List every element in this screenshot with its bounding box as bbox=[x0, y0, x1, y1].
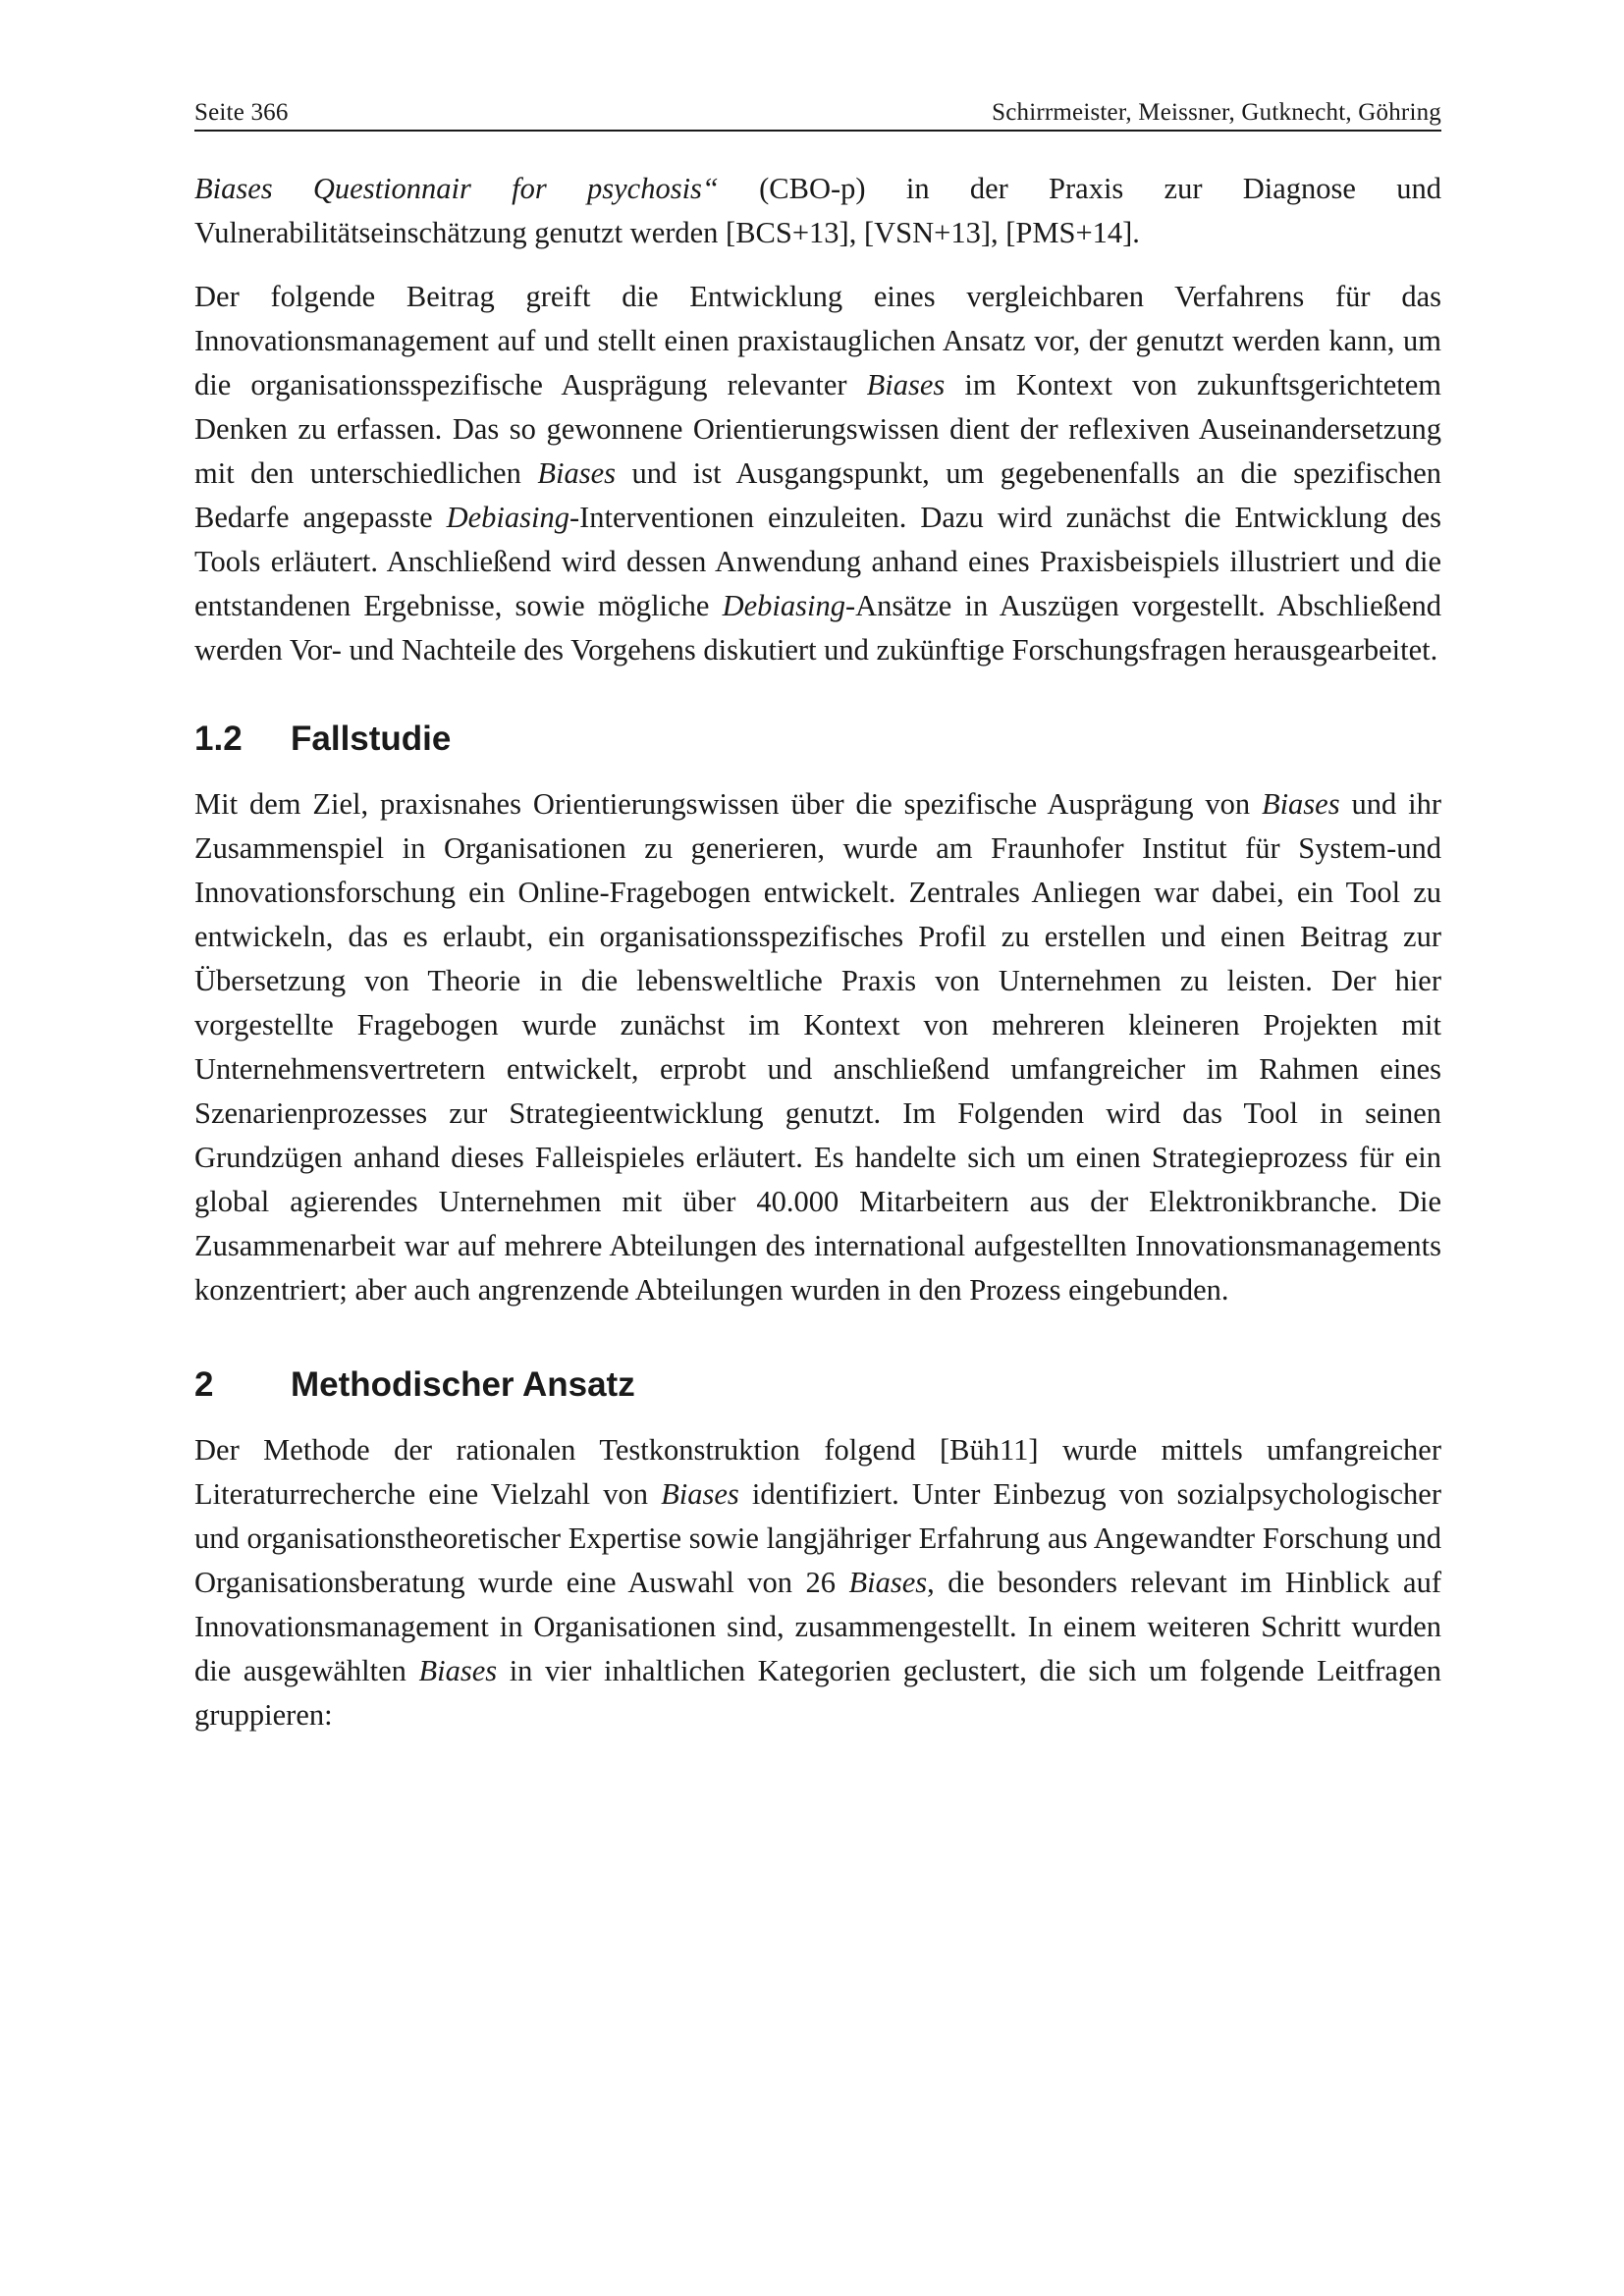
paragraph-method bbox=[194, 1428, 1441, 1737]
paragraph-case-study bbox=[194, 782, 1441, 1312]
section-title: Fallstudie bbox=[291, 720, 452, 758]
paragraph-article-overview bbox=[194, 275, 1441, 672]
text-run: im Kontext von zukunftsgerichtetem Denken zu erfassen. Das so gewonnene Orientierungswissen dient der reflexiven Auseinandersetzung mit den unterschiedlichen bbox=[194, 368, 1441, 490]
text-run: identifiziert. Unter Einbezug von sozialpsychologischer und organisationstheoretischer Expertise sowie langjähriger Erfahrung aus Angewandter Forschung und Organisationsberatung wurde eine Auswahl von 26 bbox=[194, 1477, 1441, 1599]
paragraph-intro-continued bbox=[194, 167, 1441, 255]
italic-term: Biases bbox=[1261, 787, 1340, 821]
italic-term: Debiasing bbox=[446, 501, 569, 534]
text-run: Der folgende Beitrag greift die Entwicklung eines vergleichbaren Verfahrens für das Innovationsmanagement auf und stellt einen praxistauglichen Ansatz vor, der genutzt werden kann, um die organisationsspezifische Ausprägung relevanter bbox=[194, 280, 1441, 401]
text-run: Mit dem Ziel, praxisnahes Orientierungswissen über die spezifische Ausprägung von bbox=[194, 787, 1262, 821]
text-run: und ist Ausgangspunkt, um gegebenenfalls an die spezifischen Bedarfe angepasste bbox=[194, 456, 1441, 534]
italic-term: Biases bbox=[537, 456, 616, 490]
italic-term: Biases bbox=[848, 1566, 928, 1599]
section-title: Methodischer Ansatz bbox=[291, 1365, 635, 1404]
text-run: und ihr Zusammenspiel in Organisationen zu generieren, wurde am Fraunhofer Institut für System-und Innovationsforschung ein Online-Fragebogen entwickelt. Zentrales Anliegen war dabei, ein Tool zu entwickeln, das es erlaubt, ein organisationsspezifisches Profil zu erstellen und einen Beitrag zur Übersetzung von Theorie in die lebensweltliche Praxis von Unternehmen zu leisten. Der hier vorgestellte Fragebogen wurde zunächst im Kontext von mehreren kleineren Projekten mit Unternehmensvertretern entwickelt, erprobt und anschließend umfangreicher im Rahmen eines Szenarienprozesses zur Strategieentwicklung genutzt. Im Folgenden wird das Tool in seinen Grundzügen anhand dieses Falleispieles erläutert. Es handelte sich um einen Strategieprozess für ein global agierendes Unternehmen mit über 40.000 Mitarbeitern aus der Elektronikbranche. Die Zusammenarbeit war auf mehrere Abteilungen des international aufgestellten Innovationsmanagements konzentriert; aber auch angrenzende Abteilungen wurden in den Prozess eingebunden. bbox=[194, 787, 1441, 1307]
section-heading-fallstudie bbox=[194, 718, 1441, 761]
running-header bbox=[194, 98, 1441, 132]
page-number-label: Seite 366 bbox=[194, 99, 289, 126]
section-number: 2 bbox=[194, 1365, 214, 1404]
text-run: -Ansätze in Auszügen vorgestellt. Abschließend werden Vor- und Nachteile des Vorgehens diskutiert und zukünftige Forschungsfragen herausgearbeitet. bbox=[194, 589, 1441, 667]
italic-term: Biases bbox=[661, 1477, 739, 1511]
page bbox=[194, 98, 1441, 1737]
text-run: -Interventionen einzuleiten. Dazu wird zunächst die Entwicklung des Tools erläutert. Anschließend wird dessen Anwendung anhand eines Praxisbeispiels illustriert und die entstandenen Ergebnisse, sowie mögliche bbox=[194, 501, 1441, 622]
italic-term: Biases Questionnair for psychosis“ bbox=[194, 172, 719, 205]
text-run: , die besonders relevant im Hinblick auf Innovationsmanagement in Organisationen sind, zusammengestellt. In einem weiteren Schritt wurden die ausgewählten bbox=[194, 1566, 1441, 1687]
text-run: (CBO-p) in der Praxis zur Diagnose und Vulnerabilitätseinschätzung genutzt werden [BCS+13], [VSN+13], [PMS+14]. bbox=[194, 172, 1441, 249]
italic-term: Debiasing bbox=[722, 589, 845, 622]
text-run: Der Methode der rationalen Testkonstruktion folgend [Büh11] wurde mittels umfangreicher Literaturrecherche eine Vielzahl von bbox=[194, 1433, 1441, 1511]
section-heading-methodischer-ansatz bbox=[194, 1363, 1441, 1407]
section-number: 1.2 bbox=[194, 720, 243, 758]
italic-term: Biases bbox=[866, 368, 946, 401]
authors-label: Schirrmeister, Meissner, Gutknecht, Göhring bbox=[992, 99, 1441, 126]
italic-term: Biases bbox=[418, 1654, 498, 1687]
text-run: in vier inhaltlichen Kategorien geclustert, die sich um folgende Leitfragen gruppieren: bbox=[194, 1654, 1441, 1732]
